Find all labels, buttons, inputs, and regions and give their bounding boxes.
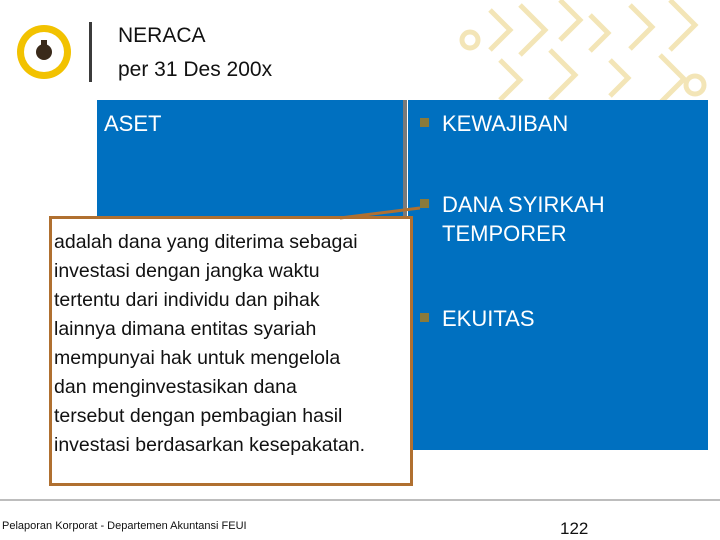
list-item-label: DANA SYIRKAH TEMPORER bbox=[442, 192, 605, 246]
callout-line: dan menginvestasikan dana bbox=[54, 376, 297, 398]
callout-text bbox=[54, 228, 408, 460]
footer-text: Pelaporan Korporat - Departemen Akuntansi FEUI bbox=[2, 520, 247, 532]
page-subtitle: per 31 Des 200x bbox=[118, 58, 273, 81]
square-bullet-icon bbox=[420, 199, 429, 208]
list-item-label: KEWAJIBAN bbox=[442, 111, 569, 136]
callout-line: adalah dana yang diterima sebagai bbox=[54, 231, 358, 253]
callout-line: mempunyai hak untuk mengelola bbox=[54, 347, 341, 369]
callout-line: investasi berdasarkan kesepakatan. bbox=[54, 434, 366, 456]
liabilities-panel bbox=[408, 100, 708, 450]
list-item-label: EKUITAS bbox=[442, 306, 535, 331]
callout-line: investasi dengan jangka waktu bbox=[54, 260, 320, 282]
page-number: 122 bbox=[560, 519, 589, 538]
aset-label: ASET bbox=[104, 111, 162, 136]
square-bullet-icon bbox=[420, 313, 429, 322]
callout-line: tertentu dari individu dan pihak bbox=[54, 289, 320, 311]
title-divider bbox=[89, 22, 92, 82]
makara-logo-icon bbox=[14, 22, 74, 82]
footer-divider bbox=[0, 499, 720, 501]
callout-line: tersebut dengan pembagian hasil bbox=[54, 405, 343, 427]
makara-pattern-icon bbox=[430, 0, 720, 110]
callout-line: lainnya dimana entitas syariah bbox=[54, 318, 317, 340]
square-bullet-icon bbox=[420, 118, 429, 127]
page-title: NERACA bbox=[118, 24, 206, 47]
